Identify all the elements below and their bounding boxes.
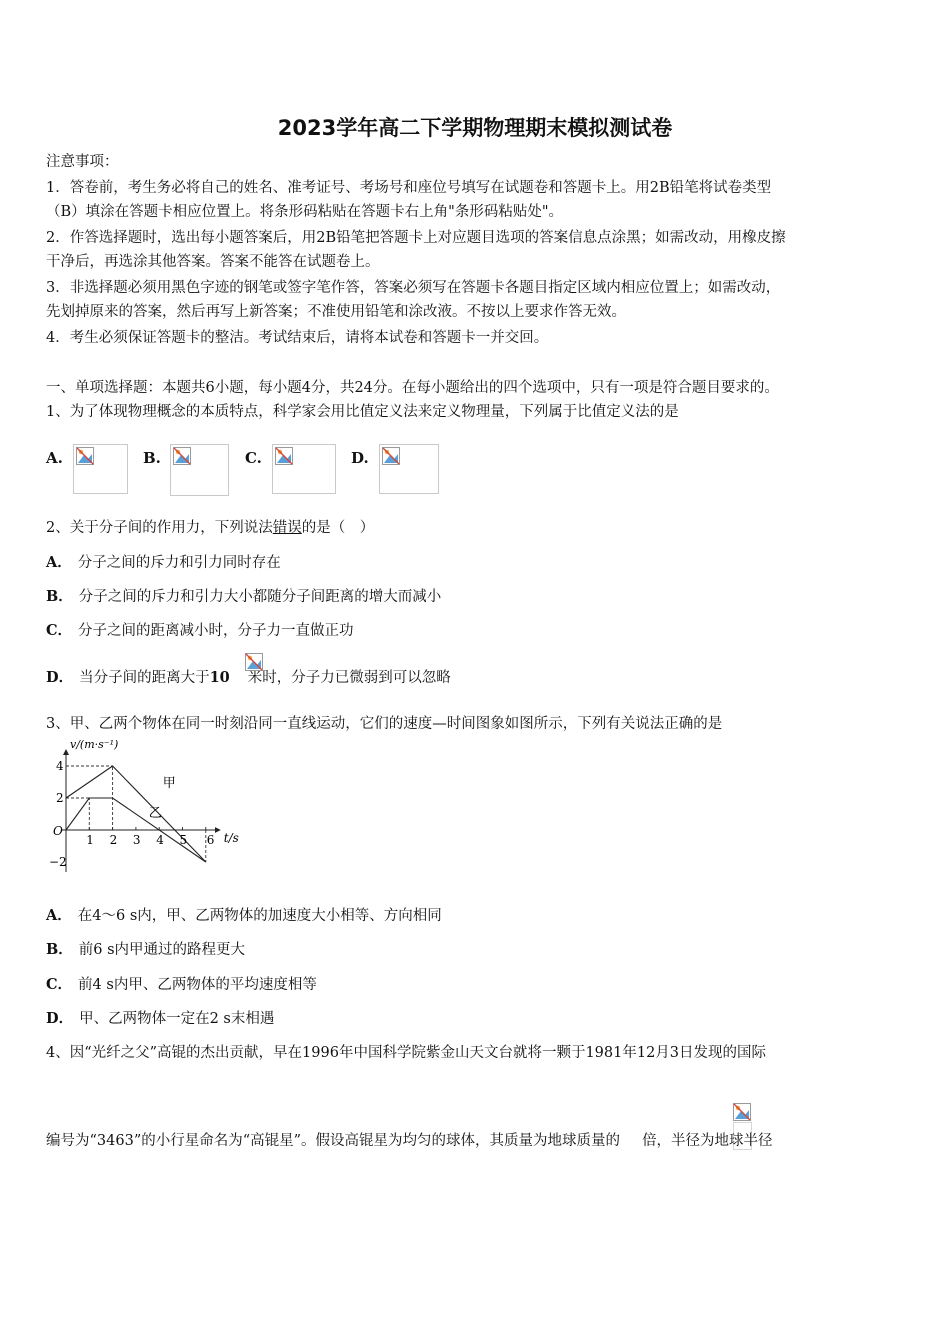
notice-line: 干净后，再选涂其他答案。答案不能答在试题卷上。: [46, 254, 380, 270]
broken-image-icon: [382, 447, 400, 465]
q2-option-b-text: 分子之间的斥力和引力大小都随分子间距离的增大而减小: [78, 589, 442, 605]
x-tick-label: 2: [109, 833, 118, 847]
question-3-stem: 3、甲、乙两个物体在同一时刻沿同一直线运动，它们的速度—时间图象如图所示，下列有关说法正确的是: [46, 716, 723, 732]
q2-option-b: [46, 587, 441, 607]
x-tick-label: 3: [132, 833, 141, 847]
q3-option-a-label: A．: [46, 907, 72, 924]
q3-option-b-label: B．: [46, 941, 73, 958]
q2-stem-emphasis: 错误: [272, 520, 302, 536]
series-label-jia: 甲: [162, 775, 176, 791]
notice-line: 3．非选择题必须用黑色字迹的钢笔或签字笔作答，答案必须写在答题卡各题目指定区域内相应位置上；如需改动，: [46, 280, 781, 296]
broken-image-icon: [76, 447, 94, 465]
x-tick-label: 1: [86, 833, 94, 847]
question-4-line-1: 4、因“光纤之父”高锟的杰出贡献，早在1996年中国科学院紫金山天文台就将一颗于1981年12月3日发现的国际: [46, 1045, 767, 1061]
velocity-time-graph: [44, 740, 264, 872]
y-tick-label: −2: [49, 855, 67, 869]
broken-image-icon: [173, 447, 191, 465]
q1-option-b-label: B.: [143, 449, 161, 467]
q2-option-d-text-pre: 当分子间的距离大于: [79, 670, 210, 686]
page-title: 2023学年高二下学期物理期末模拟测试卷: [277, 116, 673, 140]
q2-stem-post: 的是（ ）: [301, 520, 375, 536]
q3-option-d-label: D．: [46, 1010, 74, 1027]
question-2-stem: [46, 518, 374, 538]
q2-option-c-label: C．: [46, 622, 73, 639]
q2-option-d-label: D．: [46, 669, 74, 686]
q3-option-c: [46, 975, 317, 995]
q2-stem-pre: 2、关于分子间的作用力，下列说法: [46, 520, 273, 536]
q1-option-a-label: A.: [46, 449, 63, 467]
notice-line: 4．考生必须保证答题卡的整洁。考试结束后，请将本试卷和答题卡一并交回。: [46, 330, 549, 346]
q3-option-b-text: 前6 s内甲通过的路程更大: [78, 942, 246, 958]
question-4-line-2: [46, 1131, 773, 1151]
y-tick-label: 2: [56, 791, 64, 805]
q2-option-a: [46, 553, 281, 573]
fraction-broken-image-icon: [733, 1103, 751, 1121]
series-label-yi: 乙: [148, 806, 162, 822]
q2-option-d: [46, 668, 451, 688]
notice-line: 先划掉原来的答案，然后再写上新答案；不准使用铅笔和涂改液。不按以上要求作答无效。: [46, 304, 626, 320]
notice-heading: 注意事项：: [46, 154, 119, 170]
q3-option-c-text: 前4 s内甲、乙两物体的平均速度相等: [78, 977, 317, 993]
broken-image-icon: [275, 447, 293, 465]
q2-option-d-text-post: 米时，分子力已微弱到可以忽略: [247, 670, 451, 686]
notice-line: （B）填涂在答题卡相应位置上。将条形码粘贴在答题卡右上角"条形码粘贴处"。: [46, 204, 563, 220]
q1-option-d-label: D.: [351, 449, 369, 467]
x-axis-label: t/s: [223, 831, 239, 845]
q3-option-a: [46, 906, 442, 926]
question-1-stem: 1、为了体现物理概念的本质特点，科学家会用比值定义法来定义物理量，下列属于比值定义法的是: [46, 404, 679, 420]
q2-option-a-label: A．: [46, 554, 72, 571]
q4-line-2-post: 倍，半径为地球半径: [642, 1133, 773, 1149]
x-tick-label: 4: [156, 833, 164, 847]
q2-option-b-label: B．: [46, 588, 73, 605]
notice-line: 2．作答选择题时，选出每小题答案后，用2B铅笔把答题卡上对应题目选项的答案信息点涂黑；如需改动，用橡皮擦: [46, 230, 786, 246]
x-tick-label: 5: [179, 833, 188, 847]
q1-option-c-label: C.: [245, 449, 262, 467]
y-tick-label: 4: [56, 759, 64, 773]
notice-line: 1．答卷前，考生务必将自己的姓名、准考证号、考场号和座位号填写在试题卷和答题卡上。用2B铅笔将试卷类型: [46, 180, 772, 196]
q2-option-d-number: 10: [209, 669, 230, 686]
q3-option-a-text: 在4～6 s内，甲、乙两物体的加速度大小相等、方向相同: [77, 908, 442, 924]
x-tick-label: 6: [206, 833, 215, 847]
q2-option-a-text: 分子之间的斥力和引力同时存在: [77, 555, 281, 571]
exponent-broken-image-icon: [245, 653, 263, 671]
q3-option-c-label: C．: [46, 976, 73, 993]
q2-option-c: [46, 621, 354, 641]
y-axis-label: v/(m·s⁻¹): [70, 740, 119, 751]
q3-option-d: [46, 1009, 274, 1029]
q4-line-2-pre: 编号为“3463”的小行星命名为“高锟星”。假设高锟星为均匀的球体，其质量为地球质量的: [46, 1133, 621, 1149]
section-heading: 一、单项选择题：本题共6小题，每小题4分，共24分。在每小题给出的四个选项中，只有一项是符合题目要求的。: [46, 380, 779, 396]
q3-option-d-text: 甲、乙两物体一定在2 s末相遇: [79, 1011, 275, 1027]
q2-option-c-text: 分子之间的距离减小时，分子力一直做正功: [78, 623, 354, 639]
q3-option-b: [46, 940, 245, 960]
origin-label: O: [53, 824, 63, 838]
